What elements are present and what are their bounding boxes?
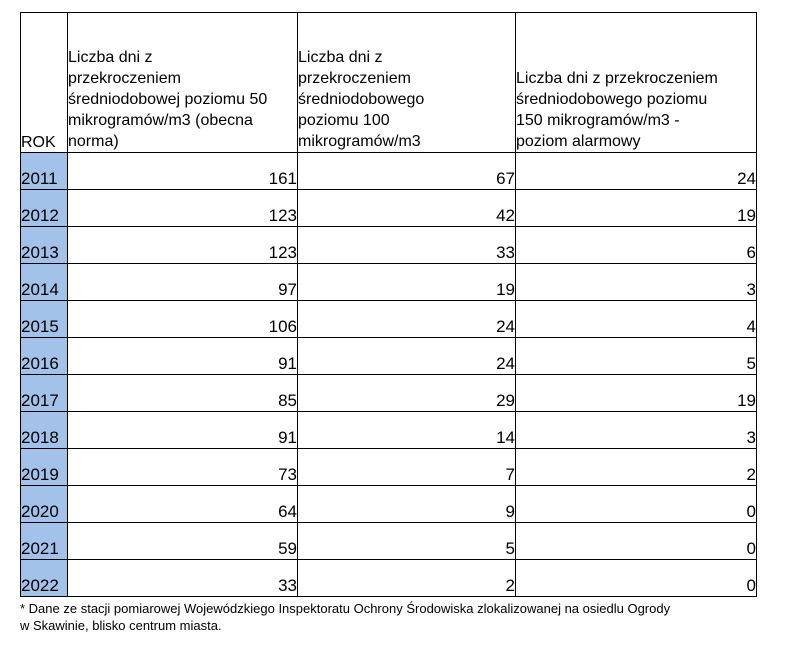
value-cell: 123 (68, 190, 298, 227)
table-row (21, 560, 757, 597)
year-cell: 2020 (21, 486, 68, 523)
footnote-line: * Dane ze stacji pomiarowej Wojewódzkiego Inspektoratu Ochrony Środowiska zlokalizowanej na osiedlu Ogrody (20, 601, 671, 616)
year-cell: 2011 (21, 153, 68, 190)
value-cell: 123 (68, 227, 298, 264)
table-row (21, 153, 757, 190)
value-cell: 0 (516, 523, 757, 560)
table-row (21, 190, 757, 227)
value-cell: 3 (516, 264, 757, 301)
value-cell: 85 (68, 375, 298, 412)
value-cell: 91 (68, 338, 298, 375)
value-cell: 24 (298, 338, 516, 375)
year-cell: 2014 (21, 264, 68, 301)
exceedance-table (20, 12, 757, 597)
footnote-line: w Skawinie, blisko centrum miasta. (20, 618, 222, 633)
table-row (21, 449, 757, 486)
value-cell: 14 (298, 412, 516, 449)
table-row (21, 301, 757, 338)
value-cell: 24 (298, 301, 516, 338)
table-row (21, 412, 757, 449)
value-cell: 67 (298, 153, 516, 190)
value-cell: 106 (68, 301, 298, 338)
year-cell: 2019 (21, 449, 68, 486)
value-cell: 0 (516, 560, 757, 597)
value-cell: 59 (68, 523, 298, 560)
year-cell: 2013 (21, 227, 68, 264)
table-row (21, 227, 757, 264)
header-days-over-150: Liczba dni z przekroczeniem średniodobowego poziomu 150 mikrogramów/m3 - poziom alarmowy (516, 13, 757, 153)
value-cell: 33 (68, 560, 298, 597)
year-cell: 2021 (21, 523, 68, 560)
value-cell: 33 (298, 227, 516, 264)
value-cell: 9 (298, 486, 516, 523)
value-cell: 24 (516, 153, 757, 190)
value-cell: 91 (68, 412, 298, 449)
table-row (21, 375, 757, 412)
year-cell: 2015 (21, 301, 68, 338)
value-cell: 97 (68, 264, 298, 301)
value-cell: 5 (516, 338, 757, 375)
value-cell: 161 (68, 153, 298, 190)
header-days-over-100: Liczba dni z przekroczeniem średniodobowego poziomu 100 mikrogramów/m3 (298, 13, 516, 153)
value-cell: 5 (298, 523, 516, 560)
table-row (21, 523, 757, 560)
value-cell: 19 (516, 375, 757, 412)
value-cell: 2 (298, 560, 516, 597)
table-body (21, 153, 757, 597)
year-cell: 2018 (21, 412, 68, 449)
value-cell: 3 (516, 412, 757, 449)
value-cell: 73 (68, 449, 298, 486)
year-cell: 2017 (21, 375, 68, 412)
value-cell: 6 (516, 227, 757, 264)
value-cell: 7 (298, 449, 516, 486)
header-days-over-50: Liczba dni z przekroczeniem średniodobowej poziomu 50 mikrogramów/m3 (obecna norma) (68, 13, 298, 153)
year-cell: 2012 (21, 190, 68, 227)
header-year: ROK (21, 13, 68, 153)
value-cell: 29 (298, 375, 516, 412)
header-row (21, 13, 757, 153)
value-cell: 2 (516, 449, 757, 486)
footnote (20, 600, 780, 634)
value-cell: 64 (68, 486, 298, 523)
value-cell: 4 (516, 301, 757, 338)
year-cell: 2022 (21, 560, 68, 597)
table-row (21, 264, 757, 301)
year-cell: 2016 (21, 338, 68, 375)
value-cell: 19 (298, 264, 516, 301)
value-cell: 19 (516, 190, 757, 227)
table-row (21, 486, 757, 523)
value-cell: 0 (516, 486, 757, 523)
value-cell: 42 (298, 190, 516, 227)
table-row (21, 338, 757, 375)
